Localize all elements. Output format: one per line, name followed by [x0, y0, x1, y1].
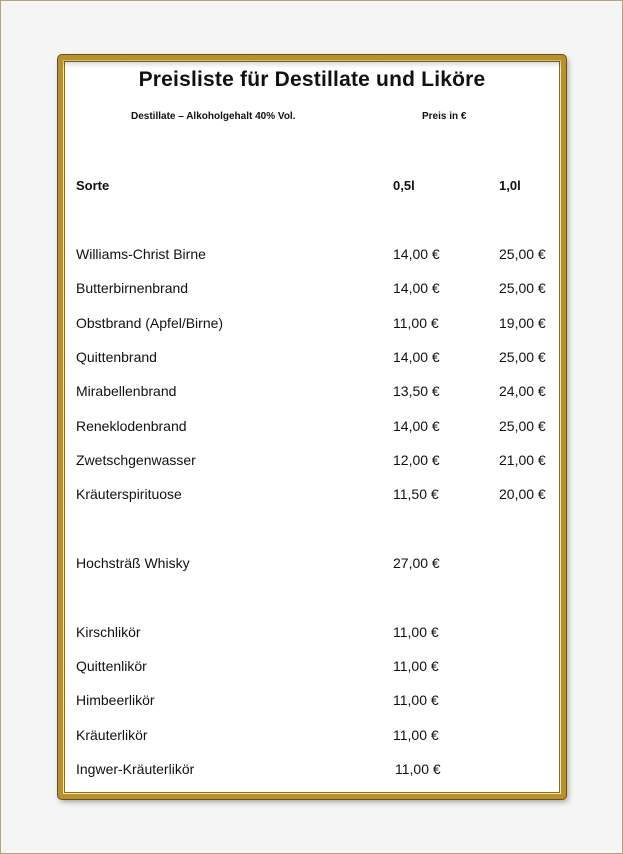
- price-label: Preis in €: [422, 111, 467, 122]
- price-05l: 11,50 €: [393, 486, 439, 502]
- price-10l: 20,00 €: [499, 486, 546, 502]
- product-name: Quittenbrand: [76, 349, 157, 365]
- product-name: Kirschlikör: [76, 624, 141, 640]
- table-row: [63, 761, 561, 779]
- product-name: Ingwer-Kräuterlikör: [76, 761, 195, 777]
- table-row: [63, 246, 561, 264]
- table-row: [63, 658, 561, 676]
- table-row: [63, 692, 561, 710]
- price-05l: 11,00 €: [393, 624, 439, 640]
- table-row: [63, 349, 561, 367]
- price-05l: 11,00 €: [393, 727, 439, 743]
- price-05l: 13,50 €: [393, 383, 440, 399]
- table-row: [63, 452, 561, 470]
- price-05l: 11,00 €: [395, 761, 441, 777]
- table-row: [63, 555, 561, 573]
- category-subtitle: Destillate – Alkoholgehalt 40% Vol.: [131, 111, 296, 122]
- product-name: Himbeerlikör: [76, 692, 155, 708]
- price-05l: 14,00 €: [393, 280, 440, 296]
- table-row: [63, 418, 561, 436]
- product-name: Reneklodenbrand: [76, 418, 187, 434]
- product-name: Butterbirnenbrand: [76, 280, 189, 296]
- price-10l: 25,00 €: [499, 349, 546, 365]
- product-name: Zwetschgenwasser: [76, 452, 196, 468]
- product-name: Quittenlikör: [76, 658, 147, 674]
- table-row: [63, 624, 561, 642]
- product-name: Hochsträß Whisky: [76, 555, 190, 571]
- price-10l: 25,00 €: [499, 280, 546, 296]
- column-header-sort: Sorte: [76, 178, 110, 193]
- price-05l: 14,00 €: [393, 349, 440, 365]
- table-row: [63, 280, 561, 298]
- table-row: [63, 486, 561, 504]
- price-10l: 21,00 €: [499, 452, 546, 468]
- product-name: Obstbrand (Apfel/Birne): [76, 315, 224, 331]
- product-name: Mirabellenbrand: [76, 383, 177, 399]
- price-05l: 14,00 €: [393, 418, 440, 434]
- page-title: Preisliste für Destillate und Liköre: [138, 68, 486, 91]
- product-name: Kräuterlikör: [76, 727, 148, 743]
- price-05l: 11,00 €: [393, 658, 439, 674]
- table-row: [63, 315, 561, 333]
- price-list-frame: [58, 55, 566, 799]
- column-header-05l: 0,5l: [393, 178, 415, 193]
- price-10l: 19,00 €: [499, 315, 546, 331]
- product-name: Williams-Christ Birne: [76, 246, 206, 262]
- price-05l: 14,00 €: [393, 246, 440, 262]
- price-05l: 11,00 €: [393, 315, 439, 331]
- price-05l: 12,00 €: [393, 452, 440, 468]
- price-10l: 25,00 €: [499, 246, 546, 262]
- price-10l: 24,00 €: [499, 383, 546, 399]
- price-10l: 25,00 €: [499, 418, 546, 434]
- table-row: [63, 727, 561, 745]
- price-05l: 11,00 €: [393, 692, 439, 708]
- table-row: [63, 383, 561, 401]
- price-05l: 27,00 €: [393, 555, 440, 571]
- product-name: Kräuterspirituose: [76, 486, 182, 502]
- frame-inner-shadow: [63, 60, 561, 68]
- column-header-10l: 1,0l: [499, 178, 521, 193]
